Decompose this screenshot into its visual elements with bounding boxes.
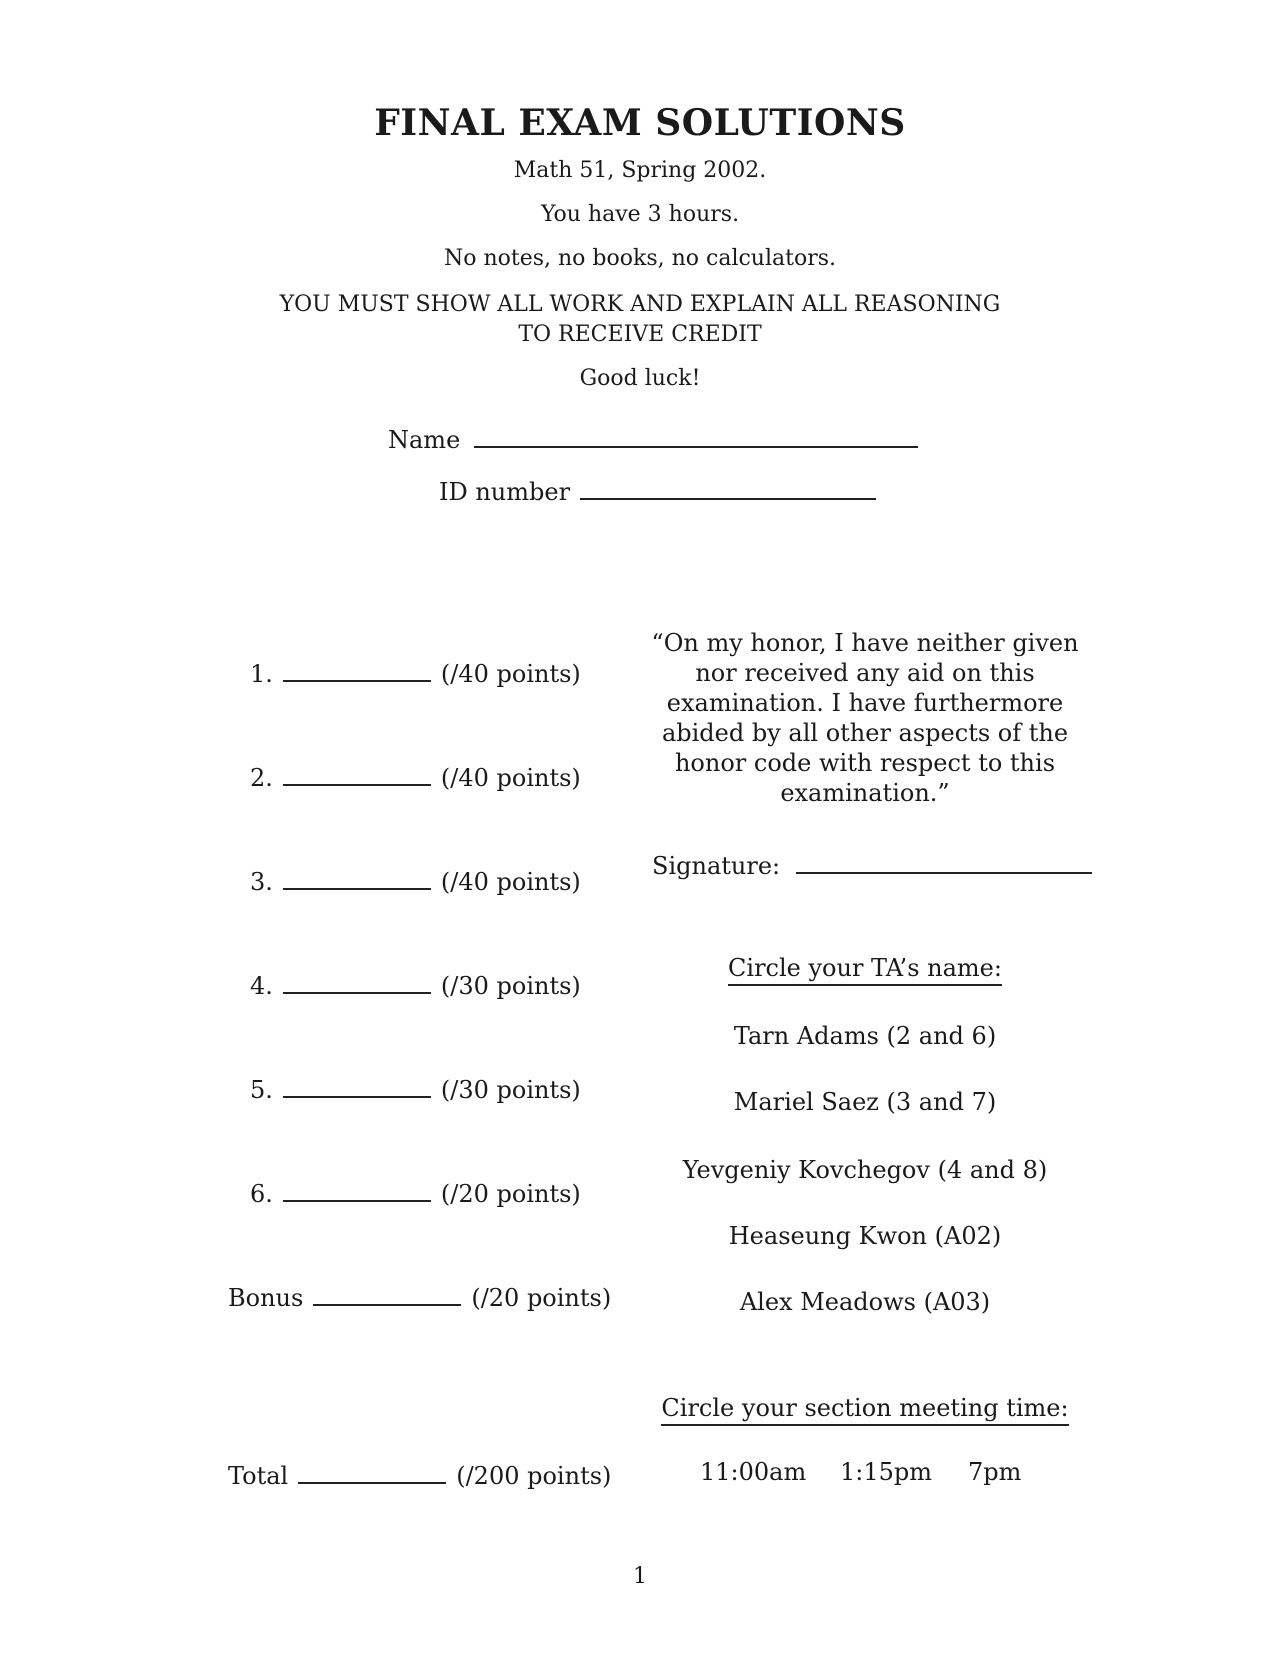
rules-line: No notes, no books, no calculators. — [443, 246, 837, 271]
section-time-option[interactable]: 7pm — [968, 1458, 1022, 1486]
score-points: (/30 points) — [440, 1076, 581, 1104]
score-row[interactable] — [250, 868, 581, 896]
score-blank[interactable] — [313, 1303, 461, 1306]
score-label: 3. — [250, 868, 273, 896]
ta-heading-text: Circle your TA’s name: — [728, 954, 1002, 986]
score-blank[interactable] — [283, 991, 431, 994]
score-row[interactable] — [250, 972, 581, 1000]
ta-name[interactable]: Tarn Adams (2 and 6) — [733, 1022, 997, 1050]
score-row[interactable] — [250, 764, 581, 792]
instruction-line-2: TO RECEIVE CREDIT — [518, 322, 762, 347]
id-blank[interactable] — [580, 497, 876, 500]
score-blank[interactable] — [283, 887, 431, 890]
score-label: Total — [228, 1462, 289, 1490]
signature-blank[interactable] — [796, 871, 1092, 874]
section-time-option[interactable]: 11:00am — [700, 1458, 807, 1486]
score-label: Bonus — [228, 1284, 304, 1312]
honor-statement: “On my honor, I have neither given nor received any aid on this examination. I have furthermore abided by all other aspects of the honor code with respect to this examination.” — [651, 629, 1079, 807]
score-label: 2. — [250, 764, 273, 792]
score-points: (/40 points) — [440, 764, 581, 792]
score-blank[interactable] — [283, 679, 431, 682]
signature-field[interactable] — [652, 852, 1102, 880]
ta-name[interactable]: Mariel Saez (3 and 7) — [733, 1088, 997, 1116]
score-blank[interactable] — [283, 1199, 431, 1202]
score-row[interactable] — [250, 1180, 581, 1208]
section-heading — [640, 1394, 1090, 1422]
score-label: 6. — [250, 1180, 273, 1208]
score-blank[interactable] — [283, 1095, 431, 1098]
score-label: 4. — [250, 972, 273, 1000]
page-title: FINAL EXAM SOLUTIONS — [374, 102, 906, 144]
score-row[interactable] — [250, 1076, 581, 1104]
good-luck: Good luck! — [579, 366, 701, 391]
score-label: 1. — [250, 660, 273, 688]
instruction-line-1: YOU MUST SHOW ALL WORK AND EXPLAIN ALL REASONING — [279, 292, 1001, 317]
id-label: ID number — [439, 478, 571, 506]
score-points: (/200 points) — [456, 1462, 612, 1490]
score-row-total[interactable] — [228, 1462, 611, 1490]
score-blank[interactable] — [283, 783, 431, 786]
section-times — [700, 1458, 1021, 1486]
page-number: 1 — [633, 1564, 647, 1589]
name-label: Name — [388, 426, 461, 454]
score-label: 5. — [250, 1076, 273, 1104]
section-heading-text: Circle your section meeting time: — [661, 1394, 1068, 1426]
ta-heading — [640, 954, 1090, 982]
section-time-option[interactable]: 1:15pm — [840, 1458, 933, 1486]
ta-name[interactable]: Heaseung Kwon (A02) — [728, 1222, 1002, 1250]
name-field[interactable] — [388, 426, 928, 454]
signature-label: Signature: — [652, 852, 781, 880]
id-field[interactable] — [439, 478, 886, 506]
score-points: (/30 points) — [440, 972, 581, 1000]
score-points: (/20 points) — [471, 1284, 612, 1312]
ta-name[interactable]: Alex Meadows (A03) — [739, 1288, 991, 1316]
ta-name[interactable]: Yevgeniy Kovchegov (4 and 8) — [682, 1156, 1048, 1184]
score-points: (/40 points) — [440, 660, 581, 688]
time-allowed: You have 3 hours. — [540, 202, 740, 227]
score-row-bonus[interactable] — [228, 1284, 611, 1312]
score-row[interactable] — [250, 660, 581, 688]
course-line: Math 51, Spring 2002. — [513, 158, 767, 183]
score-points: (/40 points) — [440, 868, 581, 896]
name-blank[interactable] — [474, 445, 918, 448]
score-points: (/20 points) — [440, 1180, 581, 1208]
score-blank[interactable] — [298, 1481, 446, 1484]
